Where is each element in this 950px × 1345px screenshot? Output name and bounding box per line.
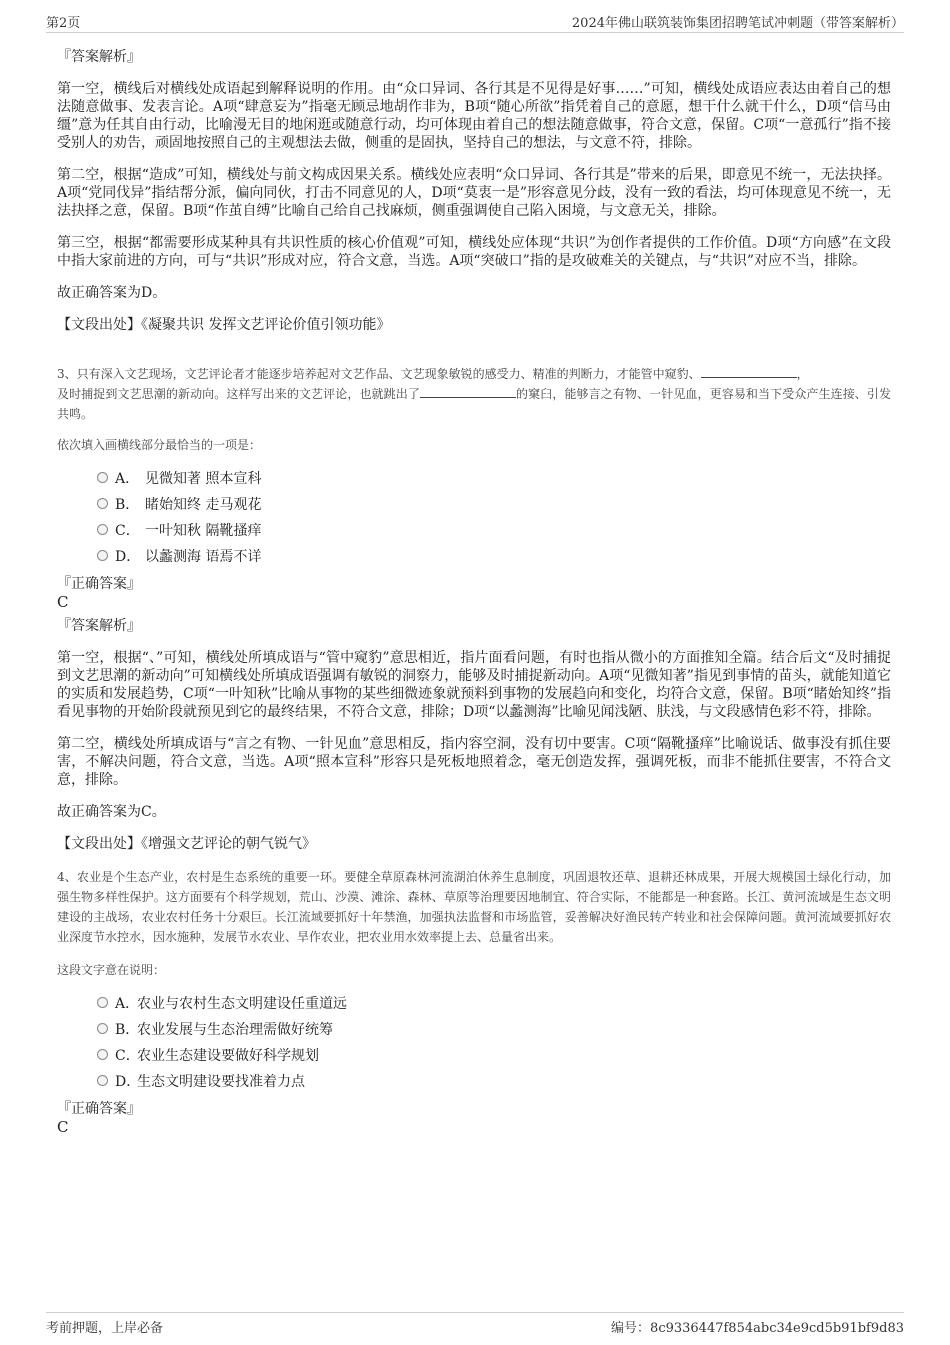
- radio-icon[interactable]: [97, 524, 108, 535]
- correct-answer-label: 『正确答案』: [57, 1101, 141, 1117]
- page-header: [46, 10, 904, 33]
- radio-icon[interactable]: [97, 1049, 108, 1060]
- option-a[interactable]: A． 见微知著 照本宣科: [57, 465, 891, 491]
- correct-answer: C: [57, 593, 69, 611]
- page-content: [57, 48, 891, 1136]
- conclusion: 故正确答案为C。: [57, 804, 166, 820]
- question-prompt: 依次填入画横线部分最恰当的一项是：: [57, 438, 262, 452]
- analysis-paragraph: 第二空，根据“造成”可知，横线处与前文构成因果关系。横线处应表明“众口异词、各行其是”带来的后果，即意见不统一，无法抉择。A项“党同伐异”指结帮分派，偏向同伙，打击不同意见的人，D项“莫衷一是”形容意见分歧，没有一致的看法，均可体现意见不统一，无法抉择之意，保留。B项“作茧自缚”比喻自己给自己找麻烦，侧重强调使自己陷入困境，与文意无关，排除。: [57, 167, 891, 219]
- analysis-paragraph: 第一空，横线后对横线处成语起到解释说明的作用。由“众口异词、各行其是不见得是好事……”可知，横线处成语应表达由着自己的想法随意做事、发表言论。A项“肆意妄为”指毫无顾忌地胡作非为，B项“随心所欲”指凭着自己的意愿，想干什么就干什么，D项“信马由缰”意为任其自由行动，比喻漫无目的地闲逛或随意行动，均可体现由着自己的想法随意做事，符合文意，保留。C项“一意孤行”指不接受别人的劝告，顽固地按照自己的主观想法去做，侧重的是固执，坚持自己的想法，与文意不符，排除。: [57, 81, 891, 151]
- radio-icon[interactable]: [97, 550, 108, 561]
- document-title: 2024年佛山联筑装饰集团招聘笔试冲刺题（带答案解析）: [571, 16, 904, 31]
- option-b[interactable]: B． 农业发展与生态治理需做好统筹: [57, 1016, 891, 1042]
- radio-icon[interactable]: [97, 498, 108, 509]
- question-prompt: 这段文字意在说明：: [57, 963, 166, 977]
- option-list: [57, 990, 891, 1094]
- analysis-paragraph: 第二空，横线处所填成语与“言之有物、一针见血”意思相反，指内容空洞，没有切中要害。C项“隔靴搔痒”比喻说话、做事没有抓住要害，不解决问题，符合文意，当选。A项“照本宣科”形容只是死板地照着念，毫无创造发挥，强调死板，而非不能抓住要害，不符合文意，排除。: [57, 736, 891, 788]
- option-list: [57, 465, 891, 569]
- question-4: [57, 867, 891, 1136]
- radio-icon[interactable]: [97, 997, 108, 1008]
- question-3: [57, 364, 891, 853]
- answer-blank: [701, 365, 797, 378]
- analysis-label: 『答案解析』: [57, 49, 141, 65]
- correct-answer: C: [57, 1118, 69, 1136]
- answer-blank: [420, 385, 516, 398]
- option-b[interactable]: B． 睹始知终 走马观花: [57, 491, 891, 517]
- analysis-label: 『答案解析』: [57, 618, 141, 634]
- question-stem: 3、只有深入文艺现场，文艺评论者才能逐步培养起对文艺作品、文艺现象敏锐的感受力、精准的判断力，才能管中窥豹、 ， 及时捕捉到文艺思潮的新动向。这样写出来的文艺评论，也就跳出了 的窠臼，能够言之有物、一针见血，更容易和当下受众产生连接、引发共鸣。: [57, 367, 891, 421]
- option-c[interactable]: C． 一叶知秋 隔靴搔痒: [57, 517, 891, 543]
- page-footer: [46, 1312, 904, 1335]
- option-d[interactable]: D． 生态文明建设要找准着力点: [57, 1068, 891, 1094]
- conclusion: 故正确答案为D。: [57, 285, 167, 301]
- question-stem: 4、农业是个生态产业，农村是生态系统的重要一环。要健全草原森林河流湖泊休养生息制度，巩固退牧还草、退耕还林成果，开展大规模国土绿化行动，加强生物多样性保护。这方面要有个科学规划，荒山、沙漠、滩涂、森林、草原等治理要因地制宜、符合实际，不能都是一种套路。长江、黄河流域是生态文明建设的主战场，农业农村任务十分艰巨。长江流域要抓好十年禁渔，加强执法监督和市场监管，妥善解决好渔民转产转业和社会保障问题。黄河流域要抓好农业深度节水控水，因水施种，发展节水农业、旱作农业，把农业用水效率提上去、总量省出来。: [57, 870, 891, 944]
- source-citation: 【文段出处】《增强文艺评论的朝气锐气》: [57, 836, 316, 852]
- radio-icon[interactable]: [97, 472, 108, 483]
- q2-analysis: [57, 48, 891, 334]
- radio-icon[interactable]: [97, 1023, 108, 1034]
- document-code: 编号：8c9336447f854abc34e9cd5b91bf9d83: [611, 1321, 904, 1336]
- source-citation: 【文段出处】《凝聚共识 发挥文艺评论价值引领功能》: [57, 317, 391, 333]
- radio-icon[interactable]: [97, 1075, 108, 1086]
- option-a[interactable]: A． 农业与农村生态文明建设任重道远: [57, 990, 891, 1016]
- correct-answer-label: 『正确答案』: [57, 576, 141, 592]
- analysis-paragraph: 第一空，根据“、”可知，横线处所填成语与“管中窥豹”意思相近，指片面看问题，有时也指从微小的方面推知全篇。结合后文“及时捕捉到文艺思潮的新动向”可知横线处所填成语强调有敏锐的洞察力，能够及时捕捉新动向。A项“见微知著”指见到事情的苗头，就能知道它的实质和发展趋势，C项“一叶知秋”比喻从事物的某些细微迹象就预料到事物的发展趋向和变化，均符合文意，保留。B项“睹始知终”指看见事物的开始阶段就预见到它的最终结果，不符合文意，排除；D项“以蠡测海”比喻见闻浅陋、肤浅，与文段感情色彩不符，排除。: [57, 650, 891, 720]
- analysis-paragraph: 第三空，根据“都需要形成某种具有共识性质的核心价值观”可知，横线处应体现“共识”为创作者提供的工作价值。D项“方向感”在文段中指大家前进的方向，可与“共识”形成对应，符合文意，当选。A项“突破口”指的是攻破难关的关键点，与“共识”对应不当，排除。: [57, 235, 891, 269]
- option-d[interactable]: D． 以蠡测海 语焉不详: [57, 543, 891, 569]
- page-number: 第2页: [46, 16, 81, 31]
- footer-slogan: 考前押题，上岸必备: [46, 1321, 164, 1336]
- option-c[interactable]: C． 农业生态建设要做好科学规划: [57, 1042, 891, 1068]
